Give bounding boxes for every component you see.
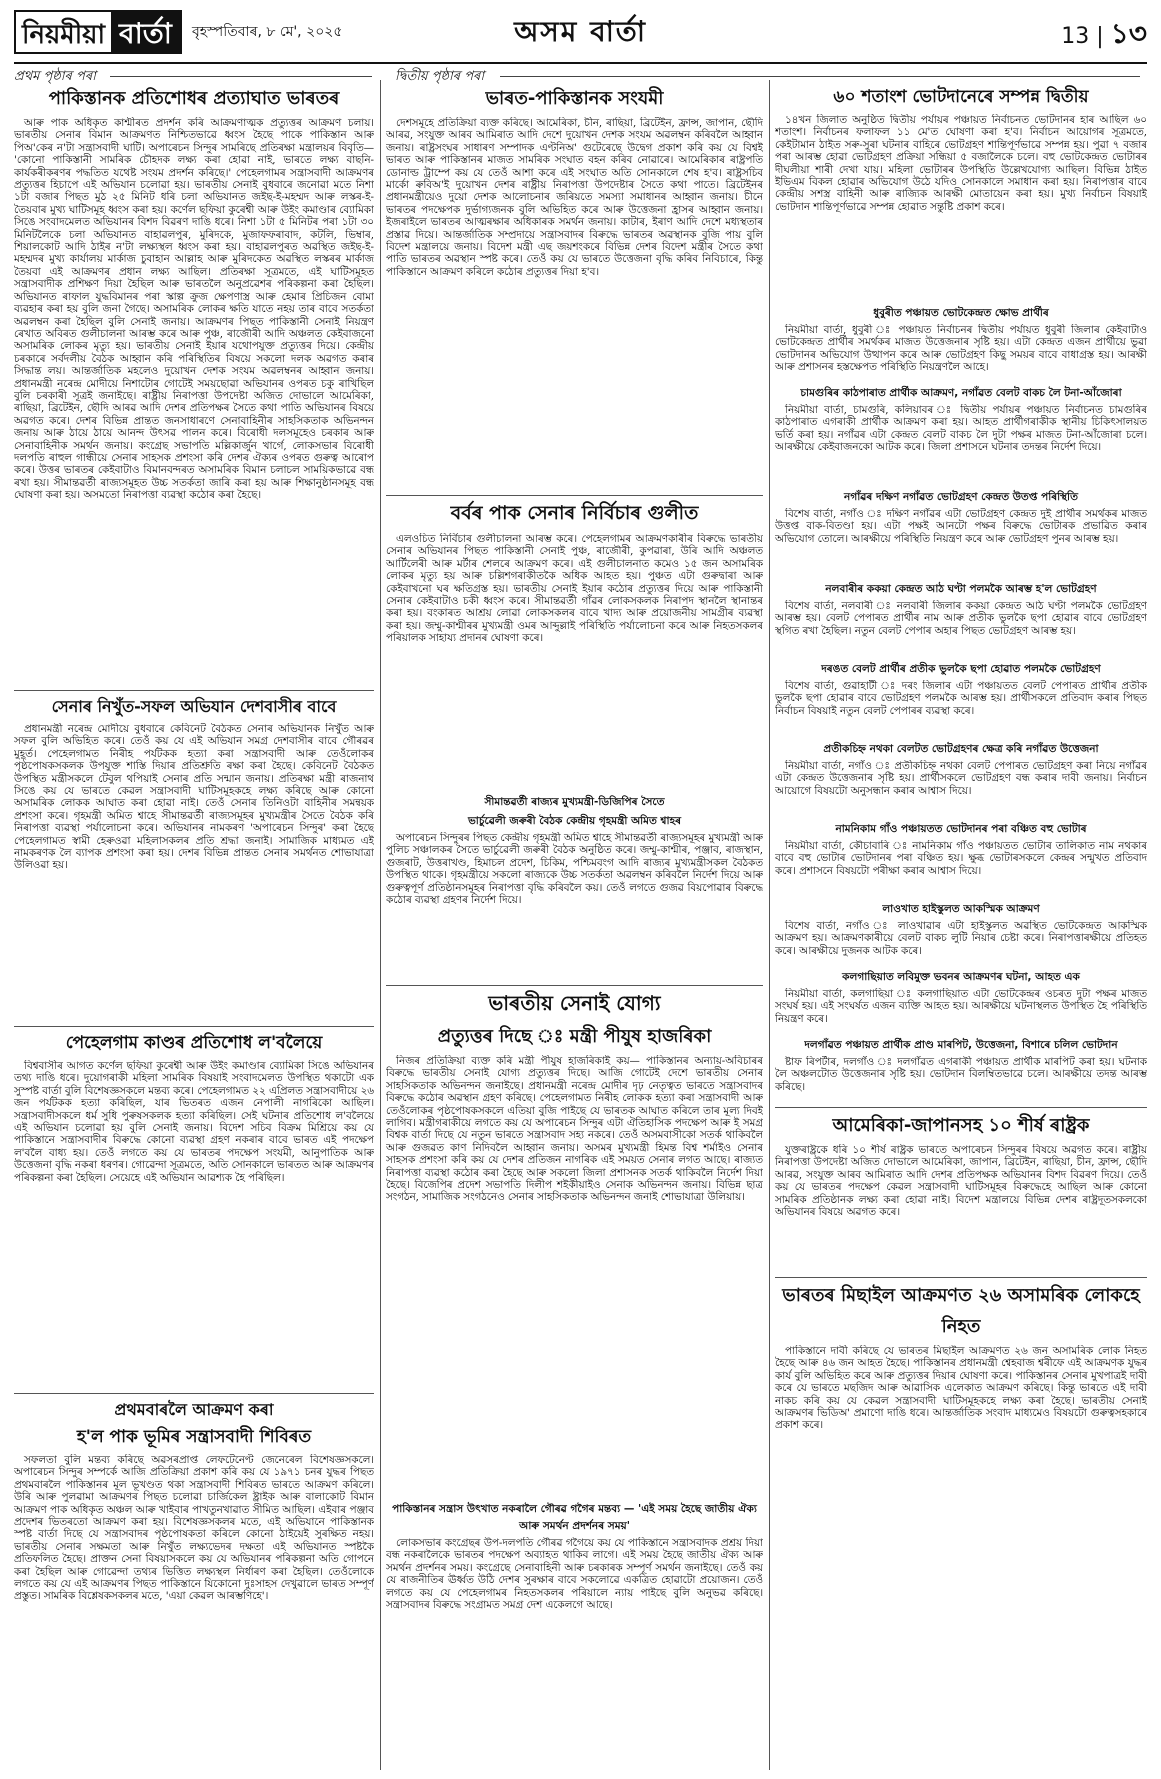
article-body (14, 1060, 374, 1390)
subheading-border-states: সীমান্তৱৰ্তী ৰাজ্যৰ মুখ্যমন্ত্ৰী-ডিজিপিৰ সৈতে (484, 796, 665, 808)
column-rule (769, 80, 770, 1770)
subheading-gaurav-gogoi: পাকিস্তানৰ সন্ত্ৰাস উৎখাত নকৰালৈ গৌৰৱ গগৈৰ মন্তব্য — 'এই সময় হৈছে জাতীয় ঐক্য আৰু সমৰ্থন প্ৰদৰ্শনৰ সময়' (392, 1503, 757, 1532)
subheading-symbol-ballot: প্ৰতীকচিহ্ন নথকা বেলটত ভোটগ্ৰহণৰ ক্ষেত্ৰ কৰি নগাঁৱত উত্তেজনা (823, 743, 1099, 755)
article-body (775, 508, 1147, 580)
article-body (775, 404, 1147, 488)
headline-ten-nations: আমেৰিকা-জাপানসহ ১০ শীৰ্ষ ৰাষ্ট্ৰক (832, 1115, 1090, 1136)
article-text: দেশসমূহে প্ৰতিক্ৰিয়া ব্যক্ত কৰিছে। আমেৰিকা, চীন, ৰাছিয়া, ব্ৰিটেইন, ফ্ৰান্স, জাপান, ছৌদি আৰৱ, সংযুক্ত আৰব আমিৰাত আদি দেশে দুয়োখন দেশক সংযম অৱলম্বন কৰিবলৈ আহ্বান জনায়। ৰাষ্ট্ৰসংঘৰ সাধাৰণ সম্পাদক এণ্টনিঅ' গুটেৰেছে উদ্বেগ প্ৰকাশ কৰি কয় যে বিশ্বই ভাৰত আৰু পাকিস্তানৰ মাজত সামৰিক সংঘাত বহন কৰিব নোৱাৰে। আমেৰিকাৰ ৰাষ্ট্ৰপতি ডোনাল্ড ট্ৰাম্পে কয় যে তেওঁ আশা কৰে এই সংঘাত অতি সোনকালে শেষ হ'ব। ৰাষ্ট্ৰসচিব মাৰ্কো ৰুবিঅ'ই দুয়োখন দেশৰ ৰাষ্ট্ৰীয় নিৰাপত্তা উপদেষ্টাৰ সৈতে কথা পাতে। ব্ৰিটেইনৰ প্ৰধানমন্ত্ৰীয়েও দুয়ো দেশক আলোচনাৰ জৰিয়তে সমস্যা সমাধানৰ আহ্বান জনায়। চীনে ভাৰতৰ পদক্ষেপক দুৰ্ভাগ্যজনক বুলি অভিহিত কৰে আৰু উত্তেজনা হ্ৰাসৰ আহ্বান জনায়। ইজৰাইলে ভাৰতৰ আত্মৰক্ষাৰ অধিকাৰক সমৰ্থন জনায়। কাটাৰ, ইৰাণ আদি দেশে মধ্যস্থতাৰ প্ৰস্তাৱ দিয়ে। আন্তৰ্জাতিক সম্প্ৰদায়ে সন্ত্ৰাসবাদৰ বিৰুদ্ধে ভাৰতৰ অৱস্থানক বুজি পায় বুলি বিদেশ মন্ত্ৰালয়ে জনায়। বিদেশ মন্ত্ৰী এছ জয়শংকৰে বিভিন্ন দেশৰ বিদেশ মন্ত্ৰীৰ সৈতে কথা পাতি ভাৰতৰ অৱস্থান স্পষ্ট কৰে। তেওঁ কয় যে ভাৰতে উত্তেজনা বৃদ্ধি কৰিব নিবিচাৰে, কিন্তু পাকিস্তানে আক্ৰমণ কৰিলে কঠোৰ প্ৰত্যুত্তৰ দিয়া হ'ব। (386, 117, 763, 278)
logo-part1: নিয়মীয়া (16, 12, 111, 52)
article-text: নিয়মীয়া বাৰ্তা, চামগুৰি, কলিয়াবৰ ঃ দ্বিতীয় পৰ্যায়ৰ পঞ্চায়ত নিৰ্বাচনত চামগুৰিৰ কাঠপাৰাত এগৰাকী প্ৰাৰ্থীক আক্ৰমণ কৰা হয়। আহত প্ৰাৰ্থীগৰাকীক স্থানীয় চিকিৎসালয়ত ভৰ্তি কৰা হয়। নগাঁৱৰ এটা কেন্দ্ৰত বেলট বাকচ লৈ দুটা পক্ষৰ মাজত টনা-আঁজোৰা চলে। আৰক্ষীয়ে কেইবাজনকো আটক কৰে। জিলা প্ৰশাসনে ঘটনাৰ তদন্তৰ নিৰ্দেশ দিয়ে। (775, 404, 1147, 454)
headline-pak-firing: বৰ্বৰ পাক সেনাৰ নিৰ্বিচাৰ গুলীত (450, 502, 699, 524)
column-rule (380, 80, 381, 1770)
headline-panchayat-poll: ৬০ শতাংশ ভোটদানেৰে সম্পন্ন দ্বিতীয় (833, 87, 1089, 107)
subheading-samaguri: চামগুৰিৰ কাঠপাৰাত প্ৰাৰ্থীক আক্ৰমণ, নগাঁৱত বেলট বাকচ লৈ টনা-আঁজোৰা (800, 387, 1122, 399)
subheading-laokhowa: লাওখাত হাইস্কুলত আকস্মিক আক্ৰমণ (882, 903, 1040, 915)
column-3 (775, 84, 1147, 1772)
dateline: বৃহস্পতিবাৰ, ৮ মে', ২০২৫ (192, 24, 343, 40)
article-text: ১৪খন জিলাত অনুষ্ঠিত দ্বিতীয় পৰ্যায়ৰ পঞ্চায়ত নিৰ্বাচনত ভোটদানৰ হাৰ আছিল ৬০ শতাংশ। নিৰ্বাচনৰ ফলাফল ১১ মে'ত ঘোষণা কৰা হ'ব। নিৰ্বাচন আয়োগৰ সূত্ৰমতে, কেইটামান ঠাইত সৰু-সুৰা ঘটনাৰ বাহিৰে ভোটগ্ৰহণ শান্তিপূৰ্ণভাৱে সম্পন্ন হয়। পুৱা ৭ বজাৰ পৰা আৰম্ভ হোৱা ভোটগ্ৰহণ প্ৰক্ৰিয়া সন্ধিয়া ৫ বজালৈকে চলে। বহু ভোটকেন্দ্ৰত ভোটাৰৰ দীঘলীয়া শাৰী দেখা যায়। মহিলা ভোটাৰৰ উপস্থিতি উল্লেখযোগ্য আছিল। বিভিন্ন ঠাইত ইভিএম বিকল হোৱাৰ অভিযোগ উঠে যদিও সোনকালে সমাধান কৰা হয়। নিৰাপত্তাৰ বাবে কেন্দ্ৰীয় সশস্ত্ৰ বাহিনী আৰু ৰাজ্যিক আৰক্ষী মোতায়েন কৰা হয়। মুখ্য নিৰ্বাচন বিষয়াই ভোটদান শান্তিপূৰ্ণভাৱে সম্পন্ন হোৱাত সন্তুষ্টি প্ৰকাশ কৰে। (775, 114, 1147, 213)
subheading-dalgaon: দলগাঁৱত পঞ্চায়ত প্ৰাৰ্থীক প্ৰাণ্ড মাৰপিট, উত্তেজনা, বিশাৰে চলিল ভোটদান (804, 1039, 1118, 1051)
article-body (775, 1056, 1147, 1104)
subheading-south-nagaon: নগাঁৱৰ দক্ষিণ নগাঁৱত ভোটগ্ৰহণ কেন্দ্ৰত উতপ্ত পৰিস্থিতি (844, 491, 1078, 503)
headline-missile-civilians: ভাৰতৰ মিছাইল আক্ৰমণত ২৬ অসামৰিক লোকহে নিহত (782, 1285, 1140, 1337)
article-text: নিয়মীয়া বাৰ্তা, ধুবুৰী ঃ পঞ্চায়ত নিৰ্বাচনৰ দ্বিতীয় পৰ্যায়ত ধুবুৰী জিলাৰ কেইবাটাও ভোটকেন্দ্ৰত প্ৰাৰ্থীৰ সমৰ্থকৰ মাজত উত্তেজনাৰ সৃষ্টি হয়। এটা কেন্দ্ৰত এজন প্ৰাৰ্থীয়ে ভুৱা ভোটদানৰ অভিযোগ উত্থাপন কৰে আৰু ভোটগ্ৰহণ কিছু সময়ৰ বাবে বাধাগ্ৰস্ত হয়। আৰক্ষী আৰু প্ৰশাসনৰ হস্তক্ষেপত পৰিস্থিতি নিয়ন্ত্ৰণলৈ আহে। (775, 324, 1147, 374)
article-text: প্ৰধানমন্ত্ৰী নৰেন্দ্ৰ মোদীয়ে বুধবাৰে কেবিনেট বৈঠকত সেনাৰ অভিযানক নিখুঁত আৰু সফল বুলি অভিহিত কৰে। তেওঁ কয় যে এই অভিযান সমগ্ৰ দেশবাসীৰ বাবে গৌৰৱৰ মুহূৰ্ত। পেহেলগামত নিৰীহ পৰ্যটকক হত্যা কৰা সন্ত্ৰাসবাদী আৰু তেওঁলোকৰ পৃষ্ঠপোষকসকলক উপযুক্ত শাস্তি দিয়াৰ প্ৰতিশ্ৰুতি ৰক্ষা কৰা হৈছে। কেবিনেট বৈঠকত উপস্থিত মন্ত্ৰীসকলে টেবুল থপিয়াই সেনাৰ প্ৰতি সন্মান জনায়। প্ৰতিৰক্ষা মন্ত্ৰী ৰাজনাথ সিঙে কয় যে ভাৰতে কেৱল সন্ত্ৰাসবাদী ঘাটিসমূহকহে লক্ষ্য কৰিছে আৰু কোনো অসামৰিক লোকক আঘাত কৰা হোৱা নাই। তেওঁ সেনাৰ তিনিওটা বাহিনীৰ সমন্বয়ক প্ৰশংসা কৰে। গৃহমন্ত্ৰী অমিত শ্বাহে সীমান্তৱৰ্তী ৰাজ্যসমূহৰ মুখ্যমন্ত্ৰীৰ সৈতে বৈঠক কৰি নিৰাপত্তা ব্যৱস্থা পৰ্যালোচনা কৰে। অভিযানৰ নামকৰণ 'অপাৰেচন সিন্দুৰ' কৰা হৈছে পেহেলগামত স্বামী হেৰুওৱা মহিলাসকলৰ প্ৰতি শ্ৰদ্ধা জনাই। সামাজিক মাধ্যমত এই নামকৰণক লৈ ব্যাপক প্ৰশংসা কৰা হয়। দেশৰ বিভিন্ন প্ৰান্তত সেনাৰ সমৰ্থনত শোভাযাত্ৰা উলিওৱা হয়। (14, 723, 374, 872)
article-text: বিশেষ বাৰ্তা, নলবাৰী ঃ নলবাৰী জিলাৰ ককয়া কেন্দ্ৰত আঠ ঘণ্টা পলমকৈ ভোটগ্ৰহণ আৰম্ভ হয়। বেলট পেপাৰত প্ৰাৰ্থীৰ নাম আৰু প্ৰতীক ভুলকৈ ছপা হোৱাৰ বাবে ভোটগ্ৰহণ স্থগিত ৰখা হৈছিল। নতুন বেলট পেপাৰ অহাৰ পিছত ভোটগ্ৰহণ আৰম্ভ হয়। (775, 600, 1147, 637)
subheading-darrang: দৰঙত বেলট প্ৰাৰ্থীৰ প্ৰতীক ভুলকৈ ছপা হোৱাত পলমকৈ ভোটগ্ৰহণ (821, 663, 1101, 675)
article-divider (386, 985, 763, 986)
headline-minister-line2: প্ৰত্যুত্তৰ দিছে ঃ মন্ত্ৰী পীযুষ হাজৰিকা (437, 1026, 712, 1047)
article-text: বিশেষ বাৰ্তা, নগাঁও ঃ লাওখাৱাৰ এটা হাইস্কুলত অৱস্থিত ভোটকেন্দ্ৰত আকস্মিক আক্ৰমণ হয়। আক্ৰমণকাৰীয়ে বেলট বাকচ লুটি নিয়াৰ চেষ্টা কৰে। নিৰাপত্তাৰক্ষীয়ে প্ৰতিহত কৰে। আৰক্ষীয়ে দুজনক আটক কৰে। (775, 920, 1147, 957)
article-text: অপাৰেচন সিন্দুৰৰ পিছত কেন্দ্ৰীয় গৃহমন্ত্ৰী অমিত শ্বাহে সীমান্তৱৰ্তী ৰাজ্যসমূহৰ মুখ্যমন্ত্ৰী আৰু পুলিচ সঞ্চালকৰ সৈতে ভাৰ্চুৱেলী জৰুৰী বৈঠক অনুষ্ঠিত কৰে। জম্মু-কাশ্মীৰ, পঞ্জাব, ৰাজস্থান, গুজৰাট, উত্তৰাখণ্ড, হিমাচল প্ৰদেশ, চিকিম, পশ্চিমবংগ আদি ৰাজ্যৰ মুখ্যমন্ত্ৰীসকল বৈঠকত উপস্থিত থাকে। গৃহমন্ত্ৰীয়ে সকলো ৰাজ্যকে উচ্চ সতৰ্কতা অৱলম্বন কৰিবলৈ নিৰ্দেশ দিয়ে আৰু গুৰুত্বপূৰ্ণ প্ৰতিষ্ঠানসমূহৰ নিৰাপত্তা বৃদ্ধি কৰিবলৈ কয়। তেওঁ লগতে গুজৱ বিয়পোৱাৰ বিৰুদ্ধে কঠোৰ ব্যৱস্থা গ্ৰহণৰ নিৰ্দেশ দিয়ে। (386, 832, 763, 907)
article-body (775, 600, 1147, 660)
headline-india-pak-restraint: ভাৰত-পাকিস্তানক সংযমী (485, 88, 664, 109)
article-body (386, 117, 763, 492)
article-divider (14, 690, 374, 691)
headline-army-operation: সেনাৰ নিখুঁত-সফল অভিযান দেশবাসীৰ বাবে (51, 697, 337, 716)
page-number: 13 | ১৩ (1061, 17, 1147, 50)
article-text: এলওচিত নিৰ্বিচাৰ গুলীচালনা আৰম্ভ কৰে। পেহেলগামৰ আক্ৰমণকাৰীৰ বিৰুদ্ধে ভাৰতীয় সেনাৰ অভিযানৰ পিছত পাকিস্তানী সেনাই পুঞ্চ, ৰাজৌৰী, কুপৱাৰা, উৰি আদি অঞ্চলত আৰ্টিলেৰী আৰু মৰ্টাৰ শেলৰে আক্ৰমণ কৰে। এই গুলীচালনাত কমেও ১৫ জন অসামৰিক লোকৰ মৃত্যু হয় আৰু চল্লিশগৰাকীতকৈ অধিক আহত হয়। পুঞ্চত এটা গুৰুদ্বাৰা আৰু কেইবাখনো ঘৰ ক্ষতিগ্ৰস্ত হয়। ভাৰতীয় সেনাই ইয়াৰ কঠোৰ প্ৰত্যুত্তৰ দিয়ে আৰু পাকিস্তানী সেনাৰ কেইবাটাও চকী ধ্বংস কৰে। সীমান্তৱৰ্তী গাঁৱৰ লোকসকলক নিৰাপদ স্থানলৈ স্থানান্তৰ কৰা হয়। বংকাৰত আশ্ৰয় লোৱা লোকসকলৰ বাবে খাদ্য আৰু প্ৰয়োজনীয় সামগ্ৰীৰ ব্যৱস্থা কৰা হয়। জম্মু-কাশ্মীৰৰ মুখ্যমন্ত্ৰী ওমৰ আব্দুল্লাই পৰিস্থিতি পৰ্যালোচনা কৰে আৰু নিহতসকলৰ পৰিয়ালক সাহায্য প্ৰদানৰ ঘোষণা কৰে। (386, 533, 763, 645)
article-body (775, 114, 1147, 304)
article-text: বিশেষ বাৰ্তা, গুৱাহাটী ঃ দৰং জিলাৰ এটা পঞ্চায়তত বেলট পেপাৰত প্ৰাৰ্থীৰ প্ৰতীক ভুলকৈ ছপা হোৱাৰ বাবে ভোটগ্ৰহণ পলমকৈ আৰম্ভ হয়। প্ৰাৰ্থীসকলে প্ৰতিবাদ কৰাৰ পিছত নিৰ্বাচন বিষয়াই নতুন বেলট পেপাৰৰ ব্যৱস্থা কৰে। (775, 680, 1147, 717)
article-body (775, 840, 1147, 900)
article-divider (14, 1026, 374, 1027)
continued-left: প্ৰথম পৃষ্ঠাৰ পৰা (14, 69, 96, 84)
article-divider (775, 1277, 1147, 1278)
article-body (14, 117, 374, 687)
article-body (775, 760, 1147, 820)
swirl-divider-left (110, 76, 372, 78)
article-text: সফলতা বুলি মন্তব্য কৰিছে অৱসৰপ্ৰাপ্ত লেফটেনেণ্ট জেনেৰেল বিশেষজ্ঞসকলে। অপাৰেচন সিন্দুৰ সম্পৰ্কে আজি প্ৰতিক্ৰিয়া প্ৰকাশ কৰি কয় যে ১৯৭১ চনৰ যুদ্ধৰ পিছত প্ৰথমবাৰলৈ পাকিস্তানৰ মূল ভূখণ্ডত থকা সন্ত্ৰাসবাদী শিবিৰত ভাৰতে আক্ৰমণ কৰিলে। উৰি আৰু পুলৱামা আক্ৰমণৰ পিছত চলোৱা চাৰ্জিকেল ষ্ট্ৰাইক আৰু বালাকোট বিমান আক্ৰমণ পাক অধিকৃত অঞ্চল আৰু খাইবাৰ পাখতুনখাৱাত সীমিত আছিল। এইবাৰ পঞ্জাব প্ৰদেশৰ ভিতৰতো আক্ৰমণ কৰা হয়। বিশেষজ্ঞসকলৰ মতে, এই অভিযানে পাকিস্তানক স্পষ্ট বাৰ্তা দিছে যে সন্ত্ৰাসবাদৰ পৃষ্ঠপোষকতা কৰিলে কোনো ঠাইয়েই সুৰক্ষিত নহয়। ভাৰতীয় সেনাৰ সক্ষমতা আৰু নিখুঁত লক্ষ্যভেদৰ দক্ষতা এই অভিযানত স্পষ্টকৈ প্ৰতিফলিত হৈছে। প্ৰাক্তন সেনা বিষয়াসকলে কয় যে অভিযানৰ পৰিকল্পনা অতি গোপনে কৰা হৈছিল আৰু গোৱেন্দা তথ্যৰ ভিত্তিত লক্ষ্যস্থল নিৰ্ধাৰণ কৰা হৈছিল। তেওঁলোকে লগতে কয় যে এই আক্ৰমণৰ পিছত পাকিস্তানে যিকোনো দুঃসাহস দেখুৱালে ভাৰত সম্পূৰ্ণ প্ৰস্তুত। সামৰিক বিশ্লেষকসকলৰ মতে, 'এয়া কেৱল আৰম্ভণিহে'। (14, 1454, 374, 1603)
article-text: ষ্টাফ ৰিপৰ্টাৰ, দলগাঁও ঃ দলগাঁৱত এগৰাকী পঞ্চায়ত প্ৰাৰ্থীক মাৰপিট কৰা হয়। ঘটনাক লৈ অঞ্চলটোত উত্তেজনাৰ সৃষ্টি হয়। ভোটদান বিলম্বিতভাৱে চলে। আৰক্ষীয়ে তদন্ত আৰম্ভ কৰিছে। (775, 1056, 1147, 1093)
article-body (14, 1454, 374, 1772)
headline-first-time-line1: প্ৰথমবাৰলৈ আক্ৰমণ কৰা (114, 1400, 274, 1419)
article-text: নিয়মীয়া বাৰ্তা, কলগাছিয়া ঃ কলগাছিয়াত এটা ভোটকেন্দ্ৰৰ ওচৰত দুটা পক্ষৰ মাজত সংঘৰ্ষ হয়। এই সংঘৰ্ষত এজন ব্যক্তি আহত হয়। আৰক্ষীয়ে ঘটনাস্থলত উপস্থিত হৈ পৰিস্থিতি নিয়ন্ত্ৰণ কৰে। (775, 988, 1147, 1025)
article-body (775, 988, 1147, 1036)
article-text: বিশ্ববাসীৰ আগত কৰ্ণেল ছফিয়া কুৰেশ্বী আৰু উইং কমাণ্ডাৰ ব্যোমিকা সিঙে অভিযানৰ তথ্য দাঙি ধৰে। দুয়োগৰাকী মহিলা সামৰিক বিষয়াই সংবাদমেলত উপস্থিত থকাটো এক সুস্পষ্ট বাৰ্তা বুলি বিশেষজ্ঞসকলে মন্তব্য কৰে। পেহেলগামত ২২ এপ্ৰিলত সন্ত্ৰাসবাদীয়ে ২৬ জন পৰ্যটকক হত্যা কৰিছিল, যাৰ ভিতৰত এজন নেপালী নাগৰিকো আছিল। সন্ত্ৰাসবাদীসকলে ধৰ্ম সুধি পুৰুষসকলক হত্যা কৰিছিল। সেই ঘটনাৰ প্ৰতিশোধ ল'বলৈয়ে এই অভিযান চলোৱা হয় বুলি সেনাই জনায়। বিদেশ সচিব বিক্ৰম মিশ্ৰিয়ে কয় যে পাকিস্তানে সন্ত্ৰাসবাদীৰ বিৰুদ্ধে কোনো ব্যৱস্থা গ্ৰহণ নকৰাৰ বাবে ভাৰত এই পদক্ষেপ ল'বলৈ বাধ্য হয়। তেওঁ লগতে কয় যে ভাৰতৰ পদক্ষেপ সংযমী, আনুপাতিক আৰু উত্তেজনা বৃদ্ধি নকৰা ধৰণৰ। গোৱেন্দা সূত্ৰমতে, অতি সোনকালে ভাৰতত আৰু আক্ৰমণৰ পৰিকল্পনা কৰা হৈছিল। সেয়েহে এই অভিযান আৱশ্যক হৈ পৰিছিল। (14, 1060, 374, 1184)
article-text: যুক্তৰাষ্ট্ৰকে ধৰি ১০ শীৰ্ষ ৰাষ্ট্ৰক ভাৰতে অপাৰেচন সিন্দুৰৰ বিষয়ে অৱগত কৰে। ৰাষ্ট্ৰীয় নিৰাপত্তা উপদেষ্টা অজিত দোভালে আমেৰিকা, জাপান, ব্ৰিটেইন, ৰাছিয়া, চীন, ফ্ৰান্স, ছৌদি আৰৱ, সংযুক্ত আৰব আমিৰাত আদি দেশৰ প্ৰতিপক্ষক অভিযানৰ বিশদ বিৱৰণ দিয়ে। তেওঁ কয় যে ভাৰতৰ পদক্ষেপ কেৱল সন্ত্ৰাসবাদী ঘাটিসমূহৰ বিৰুদ্ধেহে আছিল আৰু কোনো সামৰিক প্ৰতিষ্ঠানক লক্ষ্য কৰা হোৱা নাই। বিদেশ মন্ত্ৰালয়ে বিভিন্ন দেশৰ ৰাষ্ট্ৰদূতসকলকো অভিযানৰ বিষয়ে অৱগত কৰে। (775, 1144, 1147, 1219)
article-body (775, 1144, 1147, 1274)
article-divider (775, 1107, 1147, 1108)
continued-right: দ্বিতীয় পৃষ্ঠাৰ পৰা (395, 69, 485, 84)
article-text: বিশেষ বাৰ্তা, নগাঁও ঃ দক্ষিণ নগাঁৱৰ এটা ভোটগ্ৰহণ কেন্দ্ৰত দুই প্ৰাৰ্থীৰ সমৰ্থকৰ মাজত উত্তপ্ত বাক-বিতণ্ডা হয়। এটা পক্ষই আনটো পক্ষৰ বিৰুদ্ধে ভোটাৰক প্ৰভাৱিত কৰাৰ অভিযোগ তোলে। আৰক্ষীয়ে পৰিস্থিতি নিয়ন্ত্ৰণ কৰে আৰু ভোটগ্ৰহণ পুনৰ আৰম্ভ হয়। (775, 508, 1147, 545)
page-number-native: ১৩ (1110, 17, 1147, 50)
subheading-kalgachia: কলগাছিয়াত লবিমুক্ত ভবনৰ আক্ৰমণৰ ঘটনা, আহত এক (842, 971, 1080, 983)
article-text: নিয়মীয়া বাৰ্তা, নগাঁও ঃ প্ৰতীকচিহ্ন নথকা বেলট পেপাৰত ভোটগ্ৰহণ কৰা নিয়ে নগাঁৱৰ এটা কেন্দ্ৰত উত্তেজনাৰ সৃষ্টি হয়। প্ৰাৰ্থীসকলে ভোটগ্ৰহণ বন্ধ কৰাৰ দাবী জনায়। নিৰ্বাচন আয়োগে বিষয়টো অনুসন্ধান কৰাৰ আশ্বাস দিয়ে। (775, 760, 1147, 797)
article-text: নিজৰ প্ৰতিক্ৰিয়া ব্যক্ত কৰি মন্ত্ৰী পীযুষ হাজৰিকাই কয়— পাকিস্তানৰ অন্যায়-অবিচাৰৰ বিৰুদ্ধে ভাৰতীয় সেনাই যোগ্য প্ৰত্যুত্তৰ দিছে। আজি গোটেই দেশে ভাৰতীয় সেনাৰ সাহসিকতাক অভিনন্দন জনাইছে। প্ৰধানমন্ত্ৰী নৰেন্দ্ৰ মোদীৰ দৃঢ় নেতৃত্বত ভাৰতে সন্ত্ৰাসবাদৰ বিৰুদ্ধে কঠোৰ অৱস্থান গ্ৰহণ কৰিছে। পেহেলগামত নিৰীহ লোকক হত্যা কৰা সন্ত্ৰাসবাদী আৰু তেওঁলোকৰ পৃষ্ঠপোষকসকলে এতিয়া বুজি পাইছে যে ভাৰতক আঘাত কৰিলে তাৰ মূল্য দিবই লাগিব। মন্ত্ৰীগৰাকীয়ে লগতে কয় যে অপাৰেচন সিন্দুৰ এটা ঐতিহাসিক পদক্ষেপ আৰু ই সমগ্ৰ বিশ্বক বাৰ্তা দিছে যে নতুন ভাৰতে সন্ত্ৰাসবাদ সহ্য নকৰে। তেওঁ অসমবাসীকো সতৰ্ক থাকিবলৈ আৰু গুজৱত কাণ নিদিবলৈ আহ্বান জনায়। অসমৰ মুখ্যমন্ত্ৰী হিমন্ত বিশ্ব শৰ্মাইও সেনাৰ সাহসক প্ৰশংসা কৰি কয় যে দেশৰ প্ৰতিজন নাগৰিক এই সময়ত সেনাৰ লগত আছে। ৰাজ্যত নিৰাপত্তা ব্যৱস্থা কঠোৰ কৰা হৈছে আৰু সকলো জিলা প্ৰশাসনক সতৰ্ক থাকিবলৈ নিৰ্দেশ দিয়া হৈছে। বিজেপিৰ প্ৰদেশ সভাপতি দিলীপ শইকীয়াইও সেনাক অভিনন্দন জনায়। বিভিন্ন ছাত্ৰ সংগঠন, সামাজিক সংগঠনেও সেনাৰ সাহসিকতাক অভিনন্দন জনাই শোভাযাত্ৰা উলিয়ায়। (386, 1055, 763, 1204)
article-body (386, 1055, 763, 1500)
headline-pak-retaliation: পাকিস্তানক প্ৰতিশোধৰ প্ৰত্যাঘাত ভাৰতৰ (48, 88, 340, 109)
article-text: পাকিস্তানে দাবী কৰিছে যে ভাৰতৰ মিছাইল আক্ৰমণত ২৬ জন অসামৰিক লোক নিহত হৈছে আৰু ৪৬ জন আহত হৈছে। পাকিস্তানৰ প্ৰধানমন্ত্ৰী শ্বেহবাজ শ্বৰীফে এই আক্ৰমণক যুদ্ধৰ কাৰ্য বুলি অভিহিত কৰে আৰু প্ৰত্যুত্তৰ দিয়াৰ ঘোষণা কৰে। পাকিস্তানৰ সেনাৰ মুখপাত্ৰই দাবী কৰে যে ভাৰতে মছজিদ আৰু আৱাসিক এলেকাত আক্ৰমণ কৰিছে। কিন্তু ভাৰতে এই দাবী নাকচ কৰি কয় যে কেৱল সন্ত্ৰাসবাদী ঘাটিসমূহকহে লক্ষ্য কৰা হৈছে। ভাৰতীয় সেনাই আক্ৰমণৰ ভিডিঅ' প্ৰমাণো দাঙি ধৰে। আন্তৰ্জাতিক সংবাদ মাধ্যমেও বিষয়টো গুৰুত্বসহকাৰে প্ৰকাশ কৰে। (775, 1345, 1147, 1432)
column-2 (386, 84, 763, 1772)
article-body (775, 1345, 1147, 1505)
subheading-nalbari: নলবাৰীৰ ককয়া কেন্দ্ৰত আঠ ঘণ্টা পলমকৈ আৰম্ভ হ'ল ভোটগ্ৰহণ (825, 583, 1097, 595)
logo-part2: বাৰ্তা (111, 12, 180, 52)
article-body (775, 324, 1147, 384)
article-body (775, 920, 1147, 968)
masthead (0, 0, 1161, 60)
page-number-latin: 13 (1061, 24, 1090, 49)
subheading-namnikam: নামনিকাম গাঁও পঞ্চায়তত ভোটদানৰ পৰা বঞ্চিত বহু ভোটাৰ (835, 823, 1087, 835)
subheading-virtual-meeting: ভাৰ্চুৱেলী জৰুৰী বৈঠক কেন্দ্ৰীয় গৃহমন্ত্ৰী অমিত শ্বাহৰ (467, 815, 681, 827)
column-1 (14, 84, 374, 1772)
article-body (386, 832, 763, 982)
article-text: নিয়মীয়া বাৰ্তা, কৌচাবাৰি ঃ নামনিকাম গাঁও পঞ্চায়তত ভোটাৰ তালিকাত নাম নথকাৰ বাবে বহু ভোটাৰ ভোটদানৰ পৰা বঞ্চিত হয়। ক্ষুব্ধ ভোটাৰসকলে কেন্দ্ৰৰ সন্মুখত প্ৰতিবাদ কৰে। প্ৰশাসনে বিষয়টো পৰীক্ষা কৰাৰ আশ্বাস দিয়ে। (775, 840, 1147, 877)
article-divider (14, 1393, 374, 1394)
article-body (14, 723, 374, 1023)
headline-pahalgam-revenge: পেহেলগাম কাণ্ডৰ প্ৰতিশোধ ল'বলৈয়ে (65, 1033, 323, 1053)
article-divider (386, 495, 763, 496)
article-body (775, 680, 1147, 740)
masthead-rule (14, 62, 1147, 64)
article-text: লোকসভাৰ কংগ্ৰেছৰ উপ-দলপতি গৌৰৱ গগৈয়ে কয় যে পাকিস্তানে সন্ত্ৰাসবাদক প্ৰশ্ৰয় দিয়া বন্ধ নকৰালৈকে ভাৰতৰ পদক্ষেপ অব্যাহত থাকিব লাগে। এই সময় হৈছে জাতীয় ঐক্য আৰু সমৰ্থন প্ৰদৰ্শনৰ সময়। কংগ্ৰেছে সেনাবাহিনী আৰু চৰকাৰক সম্পূৰ্ণ সমৰ্থন জনাইছে। তেওঁ কয় যে ৰাজনীতিৰ ঊৰ্ধ্বত উঠি দেশৰ সুৰক্ষাৰ বাবে সকলোৱে একত্ৰিত হোৱাটো প্ৰয়োজন। তেওঁ লগতে কয় যে পেহেলগামৰ নিহতসকলৰ পৰিয়ালে ন্যায় পাইছে বুলি অনুভৱ কৰিছে। সন্ত্ৰাসবাদৰ বিৰুদ্ধে সংগ্ৰামত সমগ্ৰ দেশ একেলগে আছে। (386, 1537, 763, 1612)
article-body (386, 1537, 763, 1687)
section-title: অসম বাৰ্তা (514, 15, 647, 48)
article-text: আৰু পাক অধিকৃত কাশ্মীৰত প্ৰদৰ্শন কৰি আক্ৰমণাত্মক প্ৰত্যুত্তৰ আক্ৰমণ চলায়। ভাৰতীয় সেনাৰ বিমান আক্ৰমণত নিশ্চিতভাৱে ধ্বংস হৈছে পাকে পাকিস্তান আৰু পিঅ'কেৰ ন'টা সন্ত্ৰাসবাদী ঘাটি। অপাৰেচন সিন্দুৰ সামৰিছে প্ৰতিৰক্ষা মন্ত্ৰালয়ৰ বিবৃতি— 'কোনো পাকিস্তানী সামৰিক চৌহদক লক্ষ্য কৰা হোৱা নাই, ভাৰতে লক্ষ্য বাছনি-কাৰ্যকৰীকৰণৰ পদ্ধতিত যথেষ্ট সংযম প্ৰদৰ্শন কৰিছে।' পেহেলগামৰ সন্ত্ৰাসবাদী আক্ৰমণৰ প্ৰত্যুত্তৰ হিচাপে এই অভিযান চলোৱা হয়। ভাৰতীয় সেনাই বুধবাৰে জনোৱা মতে নিশা ১টা বজাৰ পিছত মুঠ ২৫ মিনিট ধৰি চলা অভিযানত জইছ-ই-মহম্মদ আৰু লস্কৰ-ই-তৈয়বাৰ মুখ্য ঘাটিসমূহ ধ্বংস কৰা হয়। কৰ্ণেল ছফিয়া কুৰেশ্বী আৰু উইং কমাণ্ডাৰ ব্যোমিকা সিঙে সংবাদমেলত অভিযানৰ বিশদ বিৱৰণ দাঙি ধৰে। নিশা ১টা ৫ মিনিটৰ পৰা ১টা ৩০ মিনিটলৈকে চলা অভিযানত বাহাৱলপুৰ, মুৰিদকে, মুজাফফৰাবাদ, কটলি, ভিম্বাৰ, শিয়ালকোট আদি ঠাইৰ ন'টা লক্ষ্যস্থল ধ্বংস কৰা হয়। বাহাৱলপুৰত অৱস্থিত জইছ-ই-মহম্মদৰ মুখ্য কাৰ্যালয় মাৰ্কাজ চুবাহান আল্লাহ আৰু মুৰিদকেত অৱস্থিত লস্কৰৰ মাৰ্কাজ তৈয়বা এই আক্ৰমণৰ প্ৰধান লক্ষ্য আছিল। প্ৰতিৰক্ষা সূত্ৰমতে, এই ঘাটিসমূহত সন্ত্ৰাসবাদীক প্ৰশিক্ষণ দিয়া হৈছিল আৰু ভাৰতলৈ অনুপ্ৰৱেশৰ পৰিকল্পনা কৰা হৈছিল। অভিযানত ৰাফাল যুদ্ধবিমানৰ পৰা স্কাল্প ক্ৰুজ ক্ষেপণাস্ত্ৰ আৰু হেমাৰ প্ৰিচিজন বোমা ব্যৱহাৰ কৰা হয় বুলি জনা গৈছে। অসামৰিক লোকৰ ক্ষতি যাতে নহয় তাৰ বাবে সতৰ্কতা অৱলম্বন কৰা হৈছিল বুলি সেনাই জনায়। আক্ৰমণৰ পিছত পাকিস্তানী সেনাই নিয়ন্ত্ৰণ ৰেখাত অবিৰত গুলীচালনা আৰম্ভ কৰে আৰু পুঞ্চ, ৰাজৌৰী আদি অঞ্চলত কেইবাজনো অসামৰিক লোকৰ মৃত্যু হয়। ভাৰতীয় সেনাই ইয়াৰ যথোপযুক্ত প্ৰত্যুত্তৰ দিয়ে। কেন্দ্ৰীয় চৰকাৰে সৰ্বদলীয় বৈঠক আহ্বান কৰি পৰিস্থিতিৰ বিষয়ে সকলো দলক অৱগত কৰাৰ সিদ্ধান্ত লয়। আন্তৰ্জাতিক মহলেও দুয়োখন দেশক সংযম অৱলম্বনৰ আহ্বান জনায়। প্ৰধানমন্ত্ৰী নৰেন্দ্ৰ মোদীয়ে নিশাটোৰ গোটেই সময়ছোৱা অভিযানৰ ওপৰত চকু ৰাখিছিল বুলি চৰকাৰী সূত্ৰই জনাইছে। ৰাষ্ট্ৰীয় নিৰাপত্তা উপদেষ্টা অজিত দোভালে আমেৰিকা, ৰাছিয়া, ব্ৰিটেইন, ছৌদি আৰৱ আদি দেশৰ প্ৰতিপক্ষৰ সৈতে কথা পাতি অভিযানৰ বিষয়ে অৱগত কৰে। দেশৰ বিভিন্ন প্ৰান্তত জনসাধাৰণে সেনাবাহিনীৰ সাহসিকতাক অভিনন্দন জনায় আৰু ঠায়ে ঠায়ে আনন্দ উৎসৱ পালন কৰে। বিৰোধী দলসমূহেও চৰকাৰ আৰু সেনাবাহিনীক সমৰ্থন জনায়। কংগ্ৰেছ সভাপতি মল্লিকাৰ্জুন খাৰ্গে, লোকসভাৰ বিৰোধী দলপতি ৰাহুল গান্ধীয়ে সেনাৰ সাহসক প্ৰশংসা কৰি দেশৰ ঐক্যৰ ওপৰত গুৰুত্ব আৰোপ কৰে। উত্তৰ ভাৰতৰ কেইবাটাও বিমানবন্দৰত অসামৰিক বিমান চলাচল সাময়িকভাৱে বন্ধ ৰখা হয়। সীমান্তৱৰ্তী ৰাজ্যসমূহত উচ্চ সতৰ্কতা জাৰি কৰা হয় আৰু শিক্ষানুষ্ঠানসমূহ বন্ধ ঘোষণা কৰা হয়। অসমতো নিৰাপত্তা ব্যৱস্থা কঠোৰ কৰা হৈছে। (14, 117, 374, 502)
headline-first-time-line2: হ'ল পাক ভূমিৰ সন্ত্ৰাসবাদী শিবিৰত (76, 1427, 312, 1447)
article-body (386, 533, 763, 793)
headline-minister-line1: ভাৰতীয় সেনাই যোগ্য (488, 991, 661, 1015)
swirl-divider-right (500, 76, 1140, 78)
subheading-dhubri: ধুবুৰীত পঞ্চায়ত ভোটকেন্দ্ৰত ক্ষোভ প্ৰাৰ্থীৰ (873, 307, 1049, 319)
